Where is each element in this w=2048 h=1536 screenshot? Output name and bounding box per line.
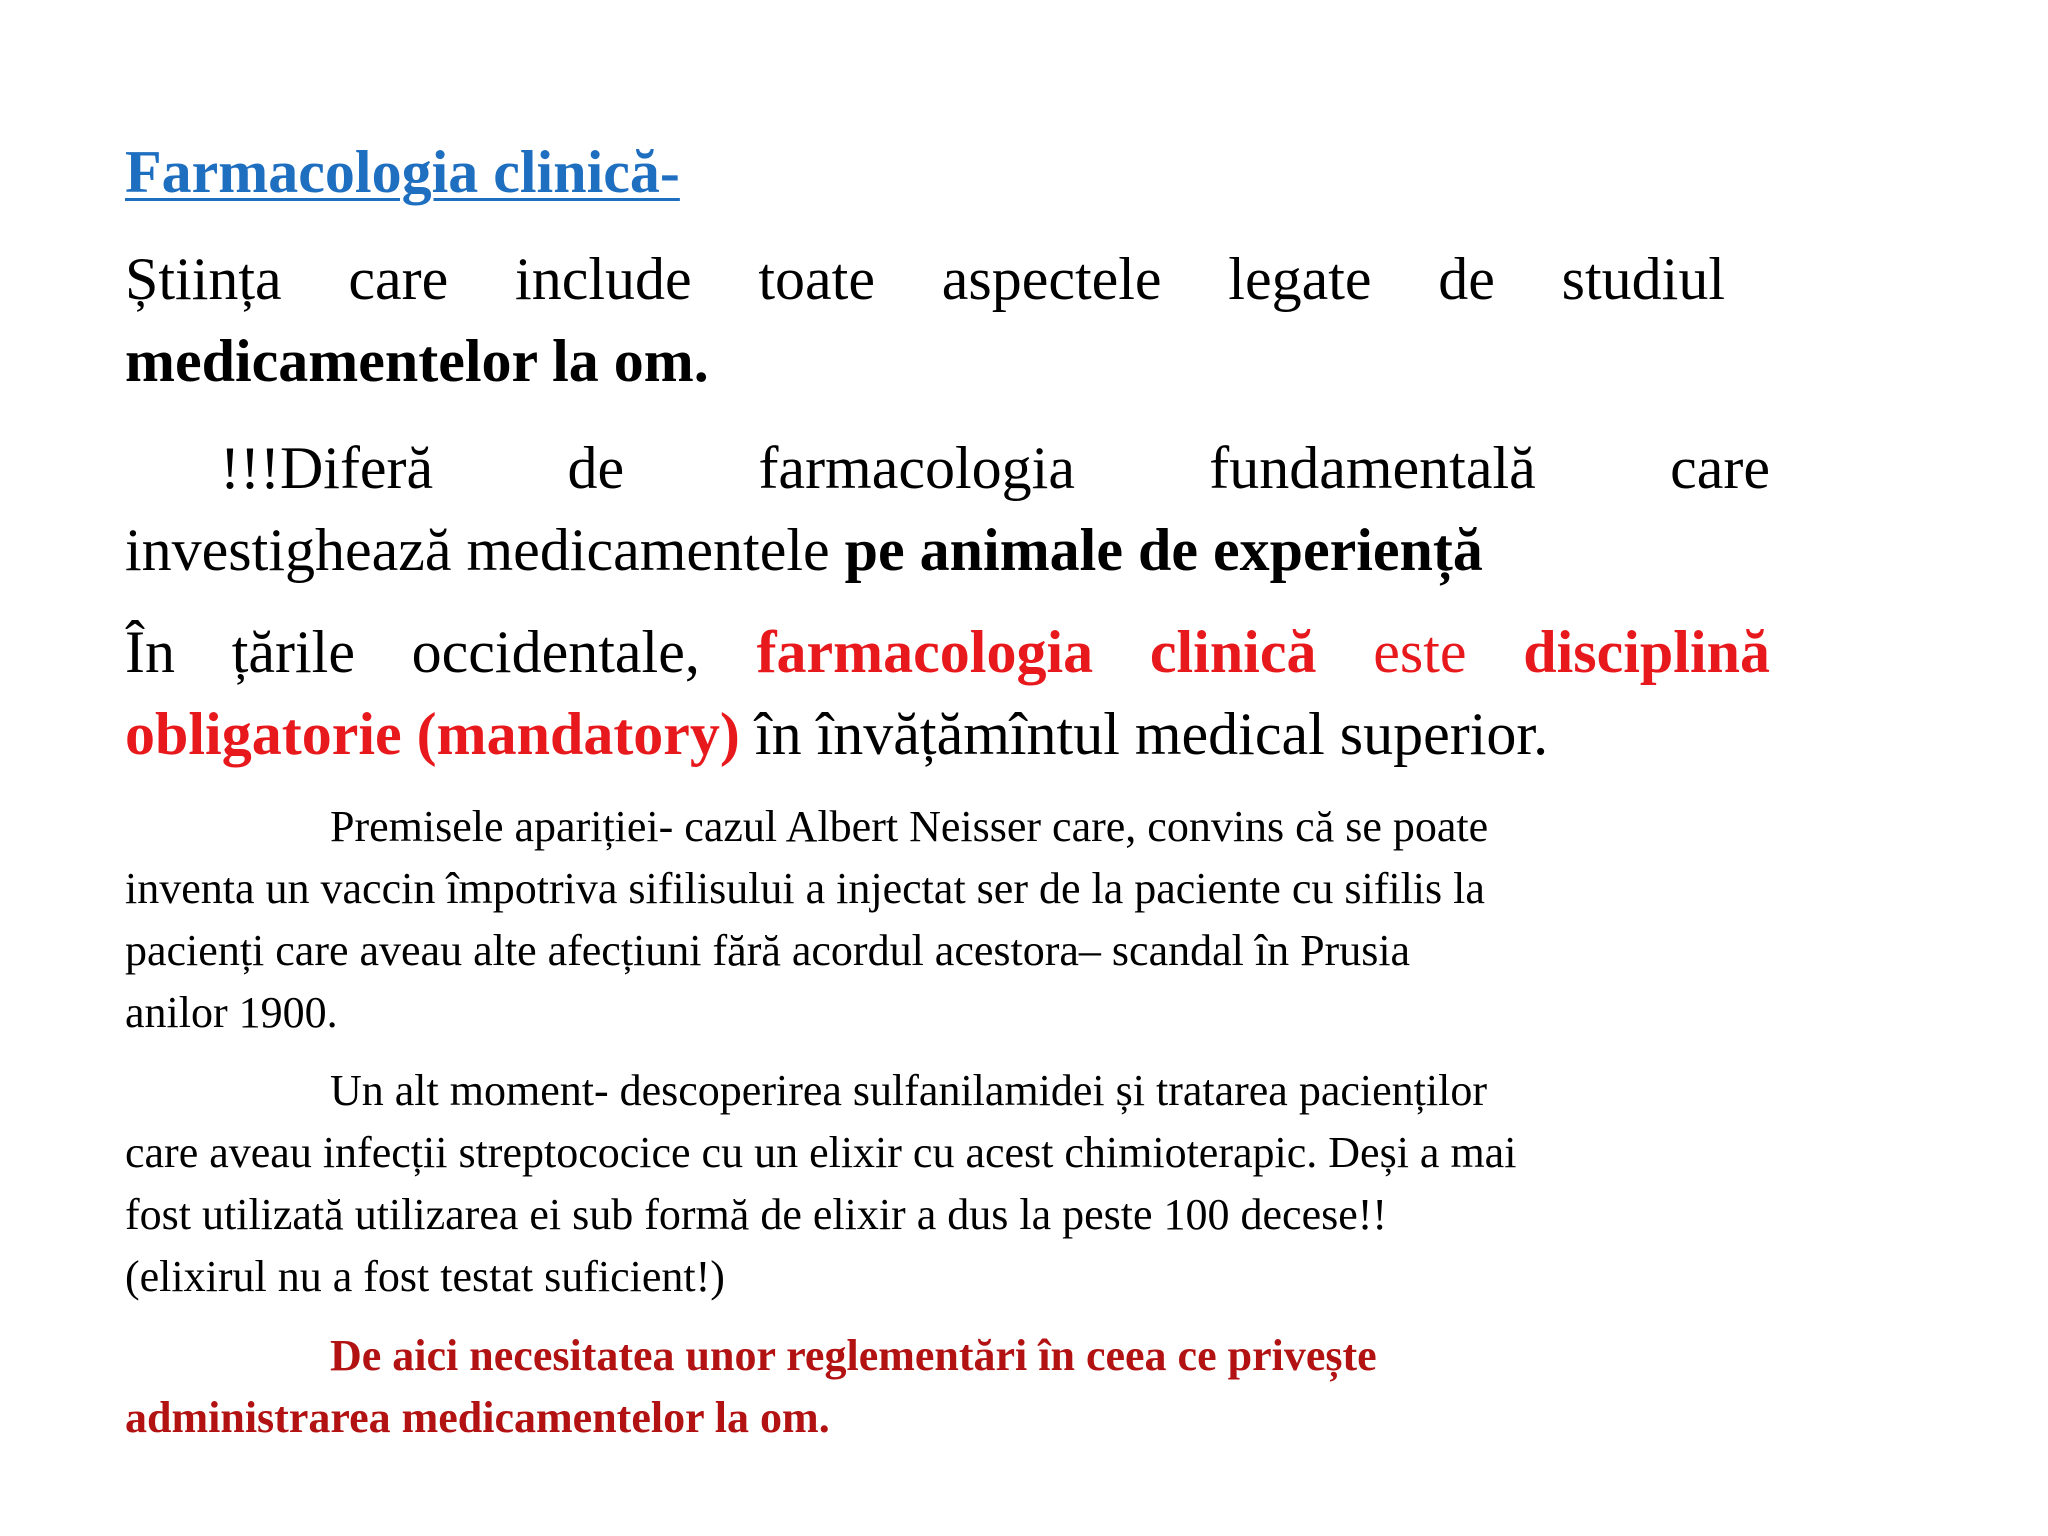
- difference-line-2: [125, 509, 1770, 591]
- difference-line-1: !!!Diferă de farmacologia fundamentală care: [220, 435, 1770, 501]
- conclusion-line-1: De aici necesitatea unor reglementări în ceea ce privește: [330, 1331, 1377, 1380]
- neisser-line-2: inventa un vaccin împotriva sifilisului a injectat ser de la paciente cu sifilis la: [125, 864, 1485, 913]
- western-highlight-3: obligatorie (mandatory): [125, 701, 740, 767]
- western-line-1: [125, 611, 1770, 693]
- slide-title: Farmacologia clinică-: [125, 139, 680, 205]
- western-text-3: în învățămîntul medical superior.: [739, 701, 1549, 767]
- neisser-line-4: anilor 1900.: [125, 988, 338, 1037]
- western-text-2: este: [1316, 619, 1524, 685]
- western-countries-paragraph: [125, 611, 1770, 775]
- difference-line-2-text: investighează medicamentele: [125, 517, 845, 583]
- neisser-line-3: pacienți care aveau alte afecțiuni fără acordul acestora– scandal în Prusia: [125, 926, 1411, 975]
- definition-line-1: Știința care include toate aspectele legate de studiul: [125, 246, 1725, 312]
- difference-line-2-emphasis: pe animale de experiență: [844, 517, 1483, 583]
- sulfanilamide-paragraph: [125, 1060, 1775, 1308]
- western-line-2: [125, 693, 1770, 775]
- sulfa-line-2: care aveau infecții streptococice cu un elixir cu acest chimioterapic. Deși a mai: [125, 1128, 1517, 1177]
- western-highlight-2: disciplină: [1523, 619, 1771, 685]
- western-text-1: În țările occidentale,: [125, 619, 757, 685]
- definition-paragraph: [125, 238, 1725, 402]
- western-highlight-1: farmacologia clinică: [756, 619, 1317, 685]
- conclusion-line-2: administrarea medicamentelor la om.: [125, 1393, 830, 1442]
- definition-line-2: medicamentelor la om.: [125, 328, 709, 394]
- neisser-line-1: Premisele apariției- cazul Albert Neisser care, convins că se poate: [330, 802, 1489, 851]
- sulfa-line-3: fost utilizată utilizarea ei sub formă de elixir a dus la peste 100 decese!!: [125, 1190, 1388, 1239]
- conclusion-paragraph: [125, 1325, 1775, 1449]
- sulfa-line-4: (elixirul nu a fost testat suficient!): [125, 1252, 725, 1301]
- neisser-paragraph: [125, 796, 1775, 1044]
- difference-paragraph: [125, 427, 1770, 591]
- sulfa-line-1: Un alt moment- descoperirea sulfanilamidei și tratarea pacienților: [330, 1066, 1487, 1115]
